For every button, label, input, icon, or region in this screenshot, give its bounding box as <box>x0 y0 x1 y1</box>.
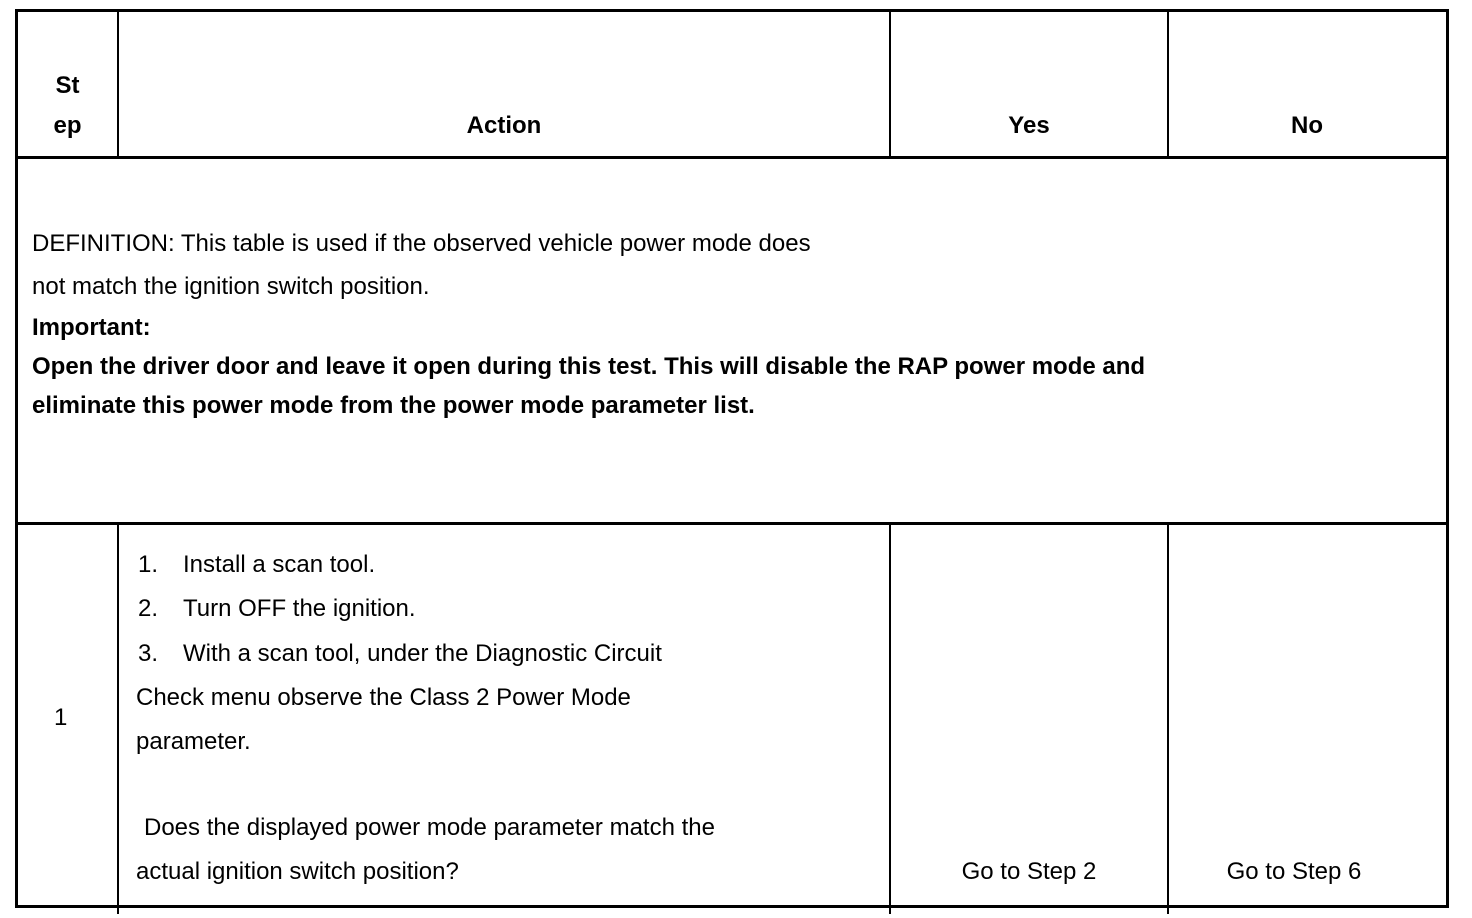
header-yes: Yes <box>1008 112 1050 139</box>
col-divider-action-row1 <box>889 524 891 914</box>
important-line2: eliminate this power mode from the power mode parameter list. <box>32 392 755 419</box>
row1-item2-number: 2. <box>138 595 159 622</box>
header-no: No <box>1291 112 1323 139</box>
definition-divider <box>18 522 1446 525</box>
definition-line1: DEFINITION: This table is used if the observed vehicle power mode does <box>32 230 811 257</box>
row1-yes-action: Go to Step 2 <box>961 858 1097 885</box>
col-divider-yes-row1 <box>1167 524 1169 914</box>
header-step-line2: ep <box>53 112 82 139</box>
row1-item3-number: 3. <box>138 640 159 667</box>
header-step <box>18 66 117 146</box>
important-line1: Open the driver door and leave it open during this test. This will disable the RAP power mode and <box>32 353 1146 380</box>
row1-item1-number: 1. <box>138 551 159 578</box>
diagnostic-table <box>15 9 1449 908</box>
header-step-line1: St <box>55 72 80 99</box>
row1-item3-text: With a scan tool, under the Diagnostic Circuit <box>183 640 662 667</box>
definition-line2: not match the ignition switch position. <box>32 273 430 300</box>
important-label: Important: <box>32 314 151 341</box>
row1-continuation-line1: Check menu observe the Class 2 Power Mode <box>136 684 631 711</box>
row1-item1-text: Install a scan tool. <box>183 551 376 578</box>
row1-question-line2: actual ignition switch position? <box>136 858 459 885</box>
row1-continuation-line2: parameter. <box>136 728 251 755</box>
header-divider <box>18 156 1446 159</box>
row1-no-action: Go to Step 6 <box>1226 858 1362 885</box>
row1-step: 1 <box>54 704 68 731</box>
row1-question-line1: Does the displayed power mode parameter match the <box>144 814 715 841</box>
row1-item2-text: Turn OFF the ignition. <box>183 595 416 622</box>
col-divider-step-row1 <box>117 524 119 914</box>
header-action: Action <box>466 112 542 139</box>
